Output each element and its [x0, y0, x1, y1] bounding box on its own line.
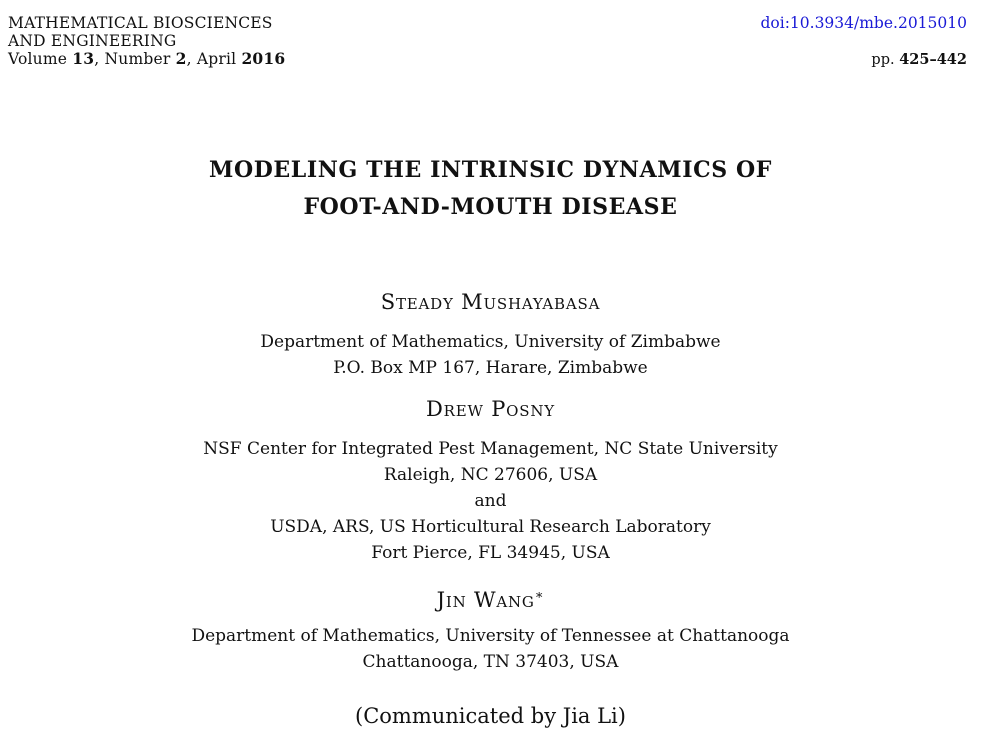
affiliation-line: USDA, ARS, US Horticultural Research Laboratory [270, 517, 711, 537]
issue-number: 2 [175, 49, 187, 68]
issue-year: 2016 [241, 49, 286, 68]
paper-title [0, 152, 981, 226]
communicated-by [0, 703, 981, 729]
affiliation-line: and [474, 491, 507, 511]
affiliation-line: Chattanooga, TN 37403, USA [362, 652, 619, 672]
journal-name-line2: AND ENGINEERING [8, 32, 177, 50]
author-block-2 [0, 396, 981, 422]
author-name: Steady Mushayabasa [380, 290, 601, 314]
volume-number: 13 [72, 49, 95, 68]
corresponding-author-marker: ∗ [534, 588, 545, 603]
title-line1: MODELING THE INTRINSIC DYNAMICS OF [209, 157, 772, 183]
author-name-wrapper [0, 583, 981, 613]
journal-name-line1: MATHEMATICAL BIOSCIENCES [8, 14, 273, 32]
affiliation-line: P.O. Box MP 167, Harare, Zimbabwe [333, 358, 648, 378]
title-line2: FOOT-AND-MOUTH DISEASE [303, 194, 678, 220]
number-label: , Number [94, 50, 171, 68]
affiliation-block-3 [0, 623, 981, 675]
affiliation-line: Raleigh, NC 27606, USA [383, 465, 598, 485]
author-name: Jin Wang [436, 588, 535, 612]
doi-link[interactable]: doi:10.3934/mbe.2015010 [760, 14, 967, 32]
affiliation-block-2 [0, 436, 981, 566]
pages-value: 425–442 [899, 51, 967, 68]
journal-issue-info [8, 50, 285, 68]
author-name: Drew Posny [426, 397, 555, 421]
pages-label: pp. [871, 52, 895, 68]
doi-block [760, 14, 967, 69]
volume-label: Volume [8, 50, 68, 68]
journal-header [8, 14, 285, 68]
author-block-1 [0, 289, 981, 315]
date-prefix: , April [186, 50, 237, 68]
author-block-3 [0, 583, 981, 613]
affiliation-line: Department of Mathematics, University of Tennessee at Chattanooga [191, 626, 790, 646]
page-range [760, 51, 967, 69]
communicated-text: (Communicated by Jia Li) [355, 704, 626, 728]
affiliation-line: NSF Center for Integrated Pest Management, NC State University [203, 439, 778, 459]
affiliation-line: Department of Mathematics, University of Zimbabwe [260, 332, 721, 352]
affiliation-block-1 [0, 329, 981, 381]
affiliation-line: Fort Pierce, FL 34945, USA [371, 543, 610, 563]
